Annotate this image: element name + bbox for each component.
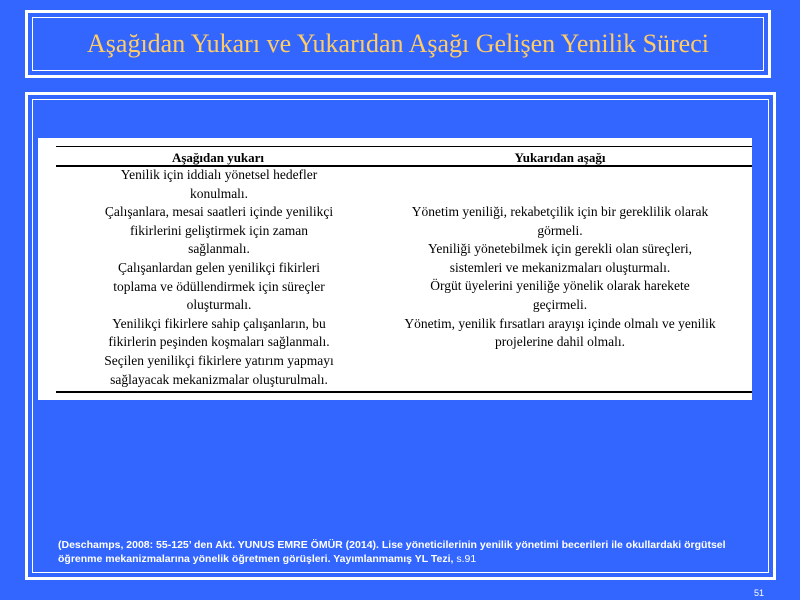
bottom-up-line: Çalışanlara, mesai saatleri içinde yenilikçi <box>104 204 334 220</box>
bottom-up-column <box>58 166 380 389</box>
bottom-up-line: konulmalı. <box>189 185 249 201</box>
bottom-up-line: fikirlerini geliştirmek için zaman <box>129 222 309 238</box>
bottom-up-line: sağlayacak mekanizmalar oluşturulmalı. <box>110 371 328 387</box>
bottom-up-line: fikirlerin peşinden koşmaları sağlanmalı. <box>108 334 330 350</box>
citation-page: s.91 <box>456 553 477 565</box>
bottom-up-line: Seçilen yenilikçi fikirlere yatırım yapmayı <box>104 352 334 368</box>
title-frame <box>25 10 771 78</box>
citation-text: (Deschamps, 2008: 55-125’ den Akt. YUNUS EMRE ÖMÜR (2014). Lise yöneticilerinin yenilik yönetimi becerileri ile okullardaki örgütsel öğrenme mekanizmalarına yönelik öğretmen görüşleri. Yayımlanmamış YL Tezi, <box>58 539 726 565</box>
top-down-line: Örgüt üyelerini yeniliğe yönelik olarak harekete <box>430 278 690 294</box>
top-down-line: görmeli. <box>537 222 583 238</box>
citation <box>58 538 758 566</box>
top-down-line: projelerine dahil olmalı. <box>494 334 626 350</box>
header-bottom-up: Aşağıdan yukarı <box>171 150 265 165</box>
bottom-up-line: toplama ve ödüllendirmek için süreçler <box>113 278 325 294</box>
bottom-up-line: Yenilikçi fikirlere sahip çalışanların, bu <box>112 315 326 331</box>
top-down-line: geçirmeli. <box>532 296 588 312</box>
table-bottom-rule <box>56 391 752 393</box>
bottom-up-line: Çalışanlardan gelen yenilikçi fikirleri <box>117 259 321 275</box>
top-down-line: Yeniliği yönetebilmek için gerekli olan süreçleri, <box>427 241 693 257</box>
top-down-column <box>368 203 752 352</box>
page-number: 51 <box>753 588 764 598</box>
table-top-rule <box>56 146 752 147</box>
bottom-up-line: Yenilik için iddialı yönetsel hedefler <box>120 167 318 182</box>
top-down-line: Yönetim, yenilik fırsatları arayışı içinde olmalı ve yenilik <box>404 315 716 331</box>
bottom-up-line: oluşturmalı. <box>186 297 252 313</box>
top-down-line: sistemleri ve mekanizmaları oluşturmalı. <box>449 259 671 275</box>
bottom-up-line: sağlanmalı. <box>188 241 250 257</box>
slide-title: Aşağıdan Yukarı ve Yukarıdan Aşağı Gelişen Yenilik Süreci <box>87 29 709 58</box>
top-down-line: Yönetim yeniliği, rekabetçilik için bir gereklilik olarak <box>411 204 709 219</box>
header-top-down: Yukarıdan aşağı <box>514 150 606 165</box>
comparison-table <box>38 138 752 400</box>
